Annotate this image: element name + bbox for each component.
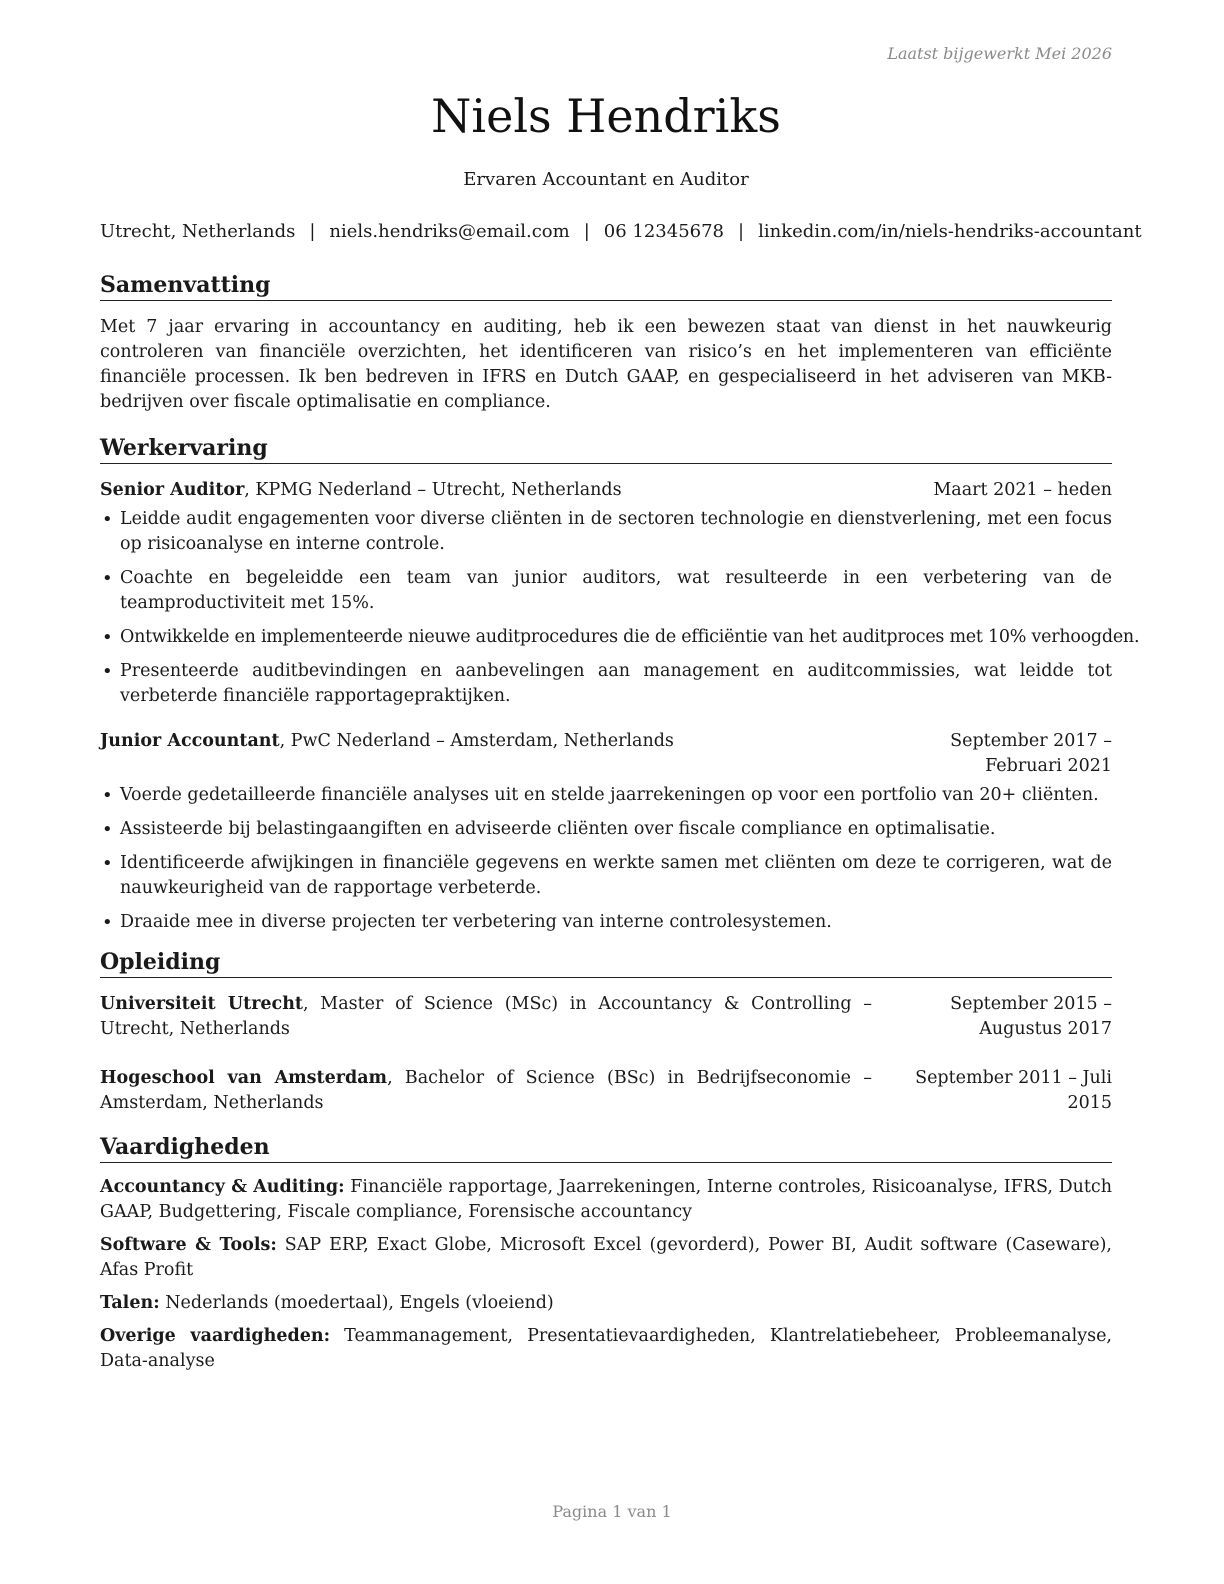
- job-dates: Maart 2021 – heden: [933, 480, 1112, 500]
- contact-phone[interactable]: 06 12345678: [603, 221, 725, 242]
- job-bullet: • Assisteerde bij belastingaangiften en adviseerde cliënten over fiscale compliance en optimalisatie.: [100, 817, 1112, 842]
- job-bullet: • Identificeerde afwijkingen in financiële gegevens en werkte samen met cliënten om deze te corrigeren, wat de nauwkeurigheid van de rapportage verbeterde.: [100, 851, 1112, 901]
- section-title-summary: Samenvatting: [100, 270, 1112, 301]
- job-bullet: • Leidde audit engagementen voor diverse cliënten in de sectoren technologie en dienstverlening, met een focus op risicoanalyse en interne controle.: [100, 507, 1112, 557]
- job-dates: September 2017 – Februari 2021: [950, 731, 1112, 776]
- education-detail: , Bachelor of Science (BSc) in Bedrijfseconomie – Amsterdam, Netherlands: [100, 1068, 872, 1113]
- education-dates: September 2015 – Augustus 2017: [950, 994, 1112, 1039]
- job-bullets: [100, 783, 1112, 935]
- section-title-education: Opleiding: [100, 947, 1112, 978]
- skill-value: Nederlands (moedertaal), Engels (vloeiend): [159, 1293, 554, 1313]
- contact-line: [100, 220, 1142, 244]
- job-role: Junior Accountant: [100, 731, 280, 751]
- job-entry: [100, 729, 1112, 935]
- resume-content: [100, 270, 1140, 1384]
- skill-line: [100, 1324, 1112, 1374]
- job-company: , PwC Nederland – Amsterdam, Netherlands: [279, 731, 674, 751]
- job-bullet: • Draaide mee in diverse projecten ter verbetering van interne controlesystemen.: [100, 910, 1112, 935]
- page-number: Pagina 1 van 1: [552, 1502, 672, 1521]
- skill-label: Software & Tools:: [100, 1235, 277, 1255]
- education-section: [100, 947, 1112, 1116]
- job-bullet: • Ontwikkelde en implementeerde nieuwe auditprocedures die de efficiëntie van het auditproces met 10% verhoogden.: [100, 625, 1112, 650]
- skill-value: Teammanagement, Presentatievaardigheden, Klantrelatiebeheer, Probleemanalyse, Data-analyse: [100, 1326, 1112, 1371]
- tagline: Ervaren Accountant en Auditor: [463, 169, 749, 190]
- summary-text: Met 7 jaar ervaring in accountancy en auditing, heb ik een bewezen staat van dienst in het nauwkeurig controleren van financiële overzichten, het identificeren van risico’s en het implementeren van efficiënte financiële processen. Ik ben bedreven in IFRS en Dutch GAAP, en gespecialiseerd in het adviseren van MKB-bedrijven over fiscale optimalisatie en compliance.: [100, 317, 1112, 412]
- skill-label: Accountancy & Auditing:: [100, 1177, 345, 1197]
- contact-separator: |: [583, 221, 590, 242]
- skill-label: Talen:: [100, 1293, 160, 1313]
- education-entry: [100, 1066, 1112, 1116]
- contact-linkedin[interactable]: linkedin.com/in/niels-hendriks-accountant: [758, 221, 1142, 242]
- skill-value: Financiële rapportage, Jaarrekeningen, Interne controles, Risicoanalyse, IFRS, Dutch GAAP, Budgettering, Fiscale compliance, Forensische accountancy: [100, 1177, 1112, 1222]
- job-bullet: • Coachte en begeleidde een team van junior auditors, wat resulteerde in een verbetering van de teamproductiviteit met 15%.: [100, 566, 1112, 616]
- skill-line: [100, 1291, 1112, 1316]
- education-school: Universiteit Utrecht: [100, 994, 304, 1014]
- job-header: [100, 478, 1112, 503]
- section-title-experience: Werkervaring: [100, 433, 1112, 464]
- candidate-name: Niels Hendriks: [431, 89, 781, 143]
- section-title-skills: Vaardigheden: [100, 1132, 1112, 1163]
- contact-separator: |: [738, 221, 745, 242]
- job-bullet: • Voerde gedetailleerde financiële analyses uit en stelde jaarrekeningen op voor een portfolio van 20+ cliënten.: [100, 783, 1112, 808]
- job-header: [100, 729, 1112, 779]
- job-role: Senior Auditor: [100, 480, 245, 500]
- job-bullets: [100, 507, 1140, 709]
- skill-line: [100, 1233, 1112, 1283]
- job-company: , KPMG Nederland – Utrecht, Netherlands: [244, 480, 622, 500]
- education-detail: , Master of Science (MSc) in Accountancy & Controlling – Utrecht, Netherlands: [100, 994, 873, 1039]
- last-updated: Laatst bijgewerkt Mei 2026: [887, 44, 1112, 63]
- experience-section: [100, 433, 1140, 935]
- education-entry: [100, 992, 1112, 1042]
- skills-section: [100, 1132, 1112, 1374]
- contact-location: Utrecht, Netherlands: [100, 221, 296, 242]
- education-dates: September 2011 – Juli 2015: [915, 1068, 1112, 1113]
- job-bullet: • Presenteerde auditbevindingen en aanbevelingen aan management en auditcommissies, wat leidde tot verbeterde financiële rapportagepraktijken.: [100, 659, 1112, 709]
- summary-section: [100, 270, 1112, 415]
- job-entry: [100, 478, 1140, 709]
- skill-value: SAP ERP, Exact Globe, Microsoft Excel (gevorderd), Power BI, Audit software (Caseware), Afas Profit: [100, 1235, 1112, 1280]
- contact-separator: |: [309, 221, 316, 242]
- education-school: Hogeschool van Amsterdam: [100, 1068, 388, 1088]
- contact-email[interactable]: niels.hendriks@email.com: [329, 221, 570, 242]
- skill-line: [100, 1175, 1112, 1225]
- skill-label: Overige vaardigheden:: [100, 1326, 331, 1346]
